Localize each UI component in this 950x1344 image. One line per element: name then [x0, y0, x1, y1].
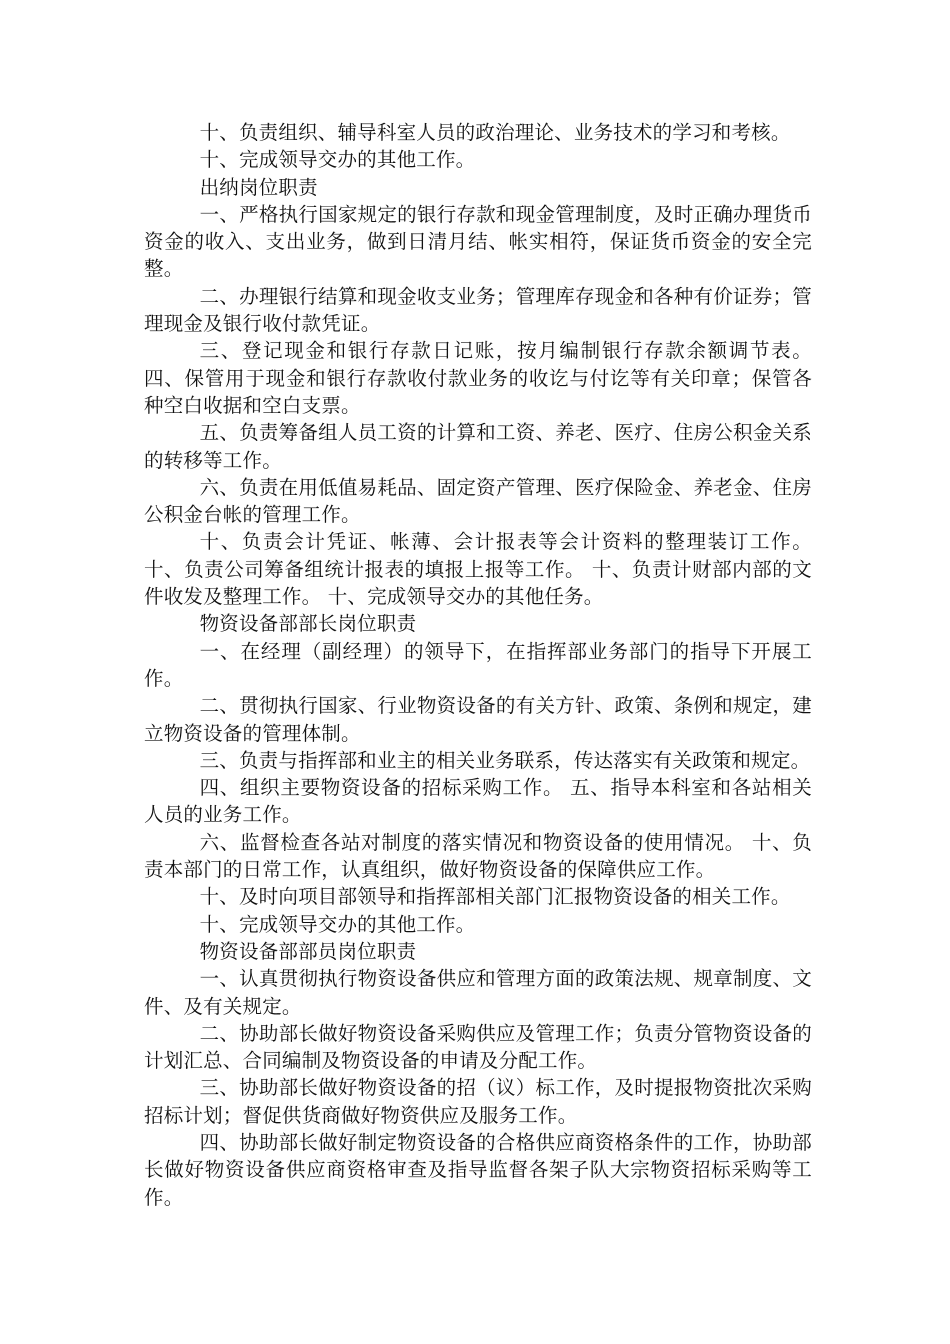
- paragraph: 二、办理银行结算和现金收支业务；管理库存现金和各种有价证券；管理现金及银行收付款凭证。: [144, 284, 812, 336]
- paragraph: 三、负责与指挥部和业主的相关业务联系，传达落实有关政策和规定。: [199, 748, 811, 772]
- paragraph: 十、完成领导交办的其他工作。: [199, 912, 476, 936]
- paragraph: 六、负责在用低值易耗品、固定资产管理、医疗保险金、养老金、住房公积金台帐的管理工作。: [144, 475, 812, 527]
- paragraph: 一、严格执行国家规定的银行存款和现金管理制度，及时正确办理货币资金的收入、支出业务，做到日清月结、帐实相符，保证货币资金的安全完整。: [144, 202, 812, 281]
- paragraph: 四、组织主要物资设备的招标采购工作。 五、指导本科室和各站相关人员的业务工作。: [144, 776, 812, 827]
- section-heading: 物资设备部部员岗位职责: [199, 939, 417, 963]
- paragraph: 十、负责会计凭证、帐薄、会计报表等会计资料的整理装订工作。 十、负责公司筹备组统计报表的填报上报等工作。 十、负责计财部内部的文件收发及整理工作。 十、完成领导交办的其他任务。: [144, 530, 812, 609]
- paragraph: 三、协助部长做好物资设备的招（议）标工作，及时提报物资批次采购招标计划；督促供货商做好物资供应及服务工作。: [144, 1076, 812, 1127]
- section-heading: 物资设备部部长岗位职责: [199, 612, 417, 636]
- paragraph: 十、完成领导交办的其他工作。: [199, 148, 476, 172]
- paragraph: 十、负责组织、辅导科室人员的政治理论、业务技术的学习和考核。: [199, 121, 791, 144]
- paragraph: 十、及时向项目部领导和指挥部相关部门汇报物资设备的相关工作。: [199, 885, 791, 909]
- document-body: [144, 119, 812, 1211]
- section-heading: 出纳岗位职责: [199, 175, 318, 199]
- paragraph: 二、贯彻执行国家、行业物资设备的有关方针、政策、条例和规定，建立物资设备的管理体制。: [144, 694, 812, 745]
- paragraph: 四、协助部长做好制定物资设备的合格供应商资格条件的工作，协助部长做好物资设备供应商资格审查及指导监督各架子队大宗物资招标采购等工作。: [144, 1130, 812, 1209]
- paragraph: 三、登记现金和银行存款日记账，按月编制银行存款余额调节表。 四、保管用于现金和银行存款收付款业务的收讫与付讫等有关印章；保管各种空白收据和空白支票。: [144, 339, 812, 417]
- paragraph: 五、负责筹备组人员工资的计算和工资、养老、医疗、住房公积金关系的转移等工作。: [144, 421, 812, 472]
- paragraph: 二、协助部长做好物资设备采购供应及管理工作；负责分管物资设备的计划汇总、合同编制及物资设备的申请及分配工作。: [144, 1021, 812, 1073]
- paragraph: 一、认真贯彻执行物资设备供应和管理方面的政策法规、规章制度、文件、及有关规定。: [144, 967, 812, 1018]
- paragraph: 六、监督检查各站对制度的落实情况和物资设备的使用情况。 十、负责本部门的日常工作，认真组织，做好物资设备的保障供应工作。: [144, 830, 812, 882]
- paragraph: 一、在经理（副经理）的领导下，在指挥部业务部门的指导下开展工作。: [144, 639, 812, 690]
